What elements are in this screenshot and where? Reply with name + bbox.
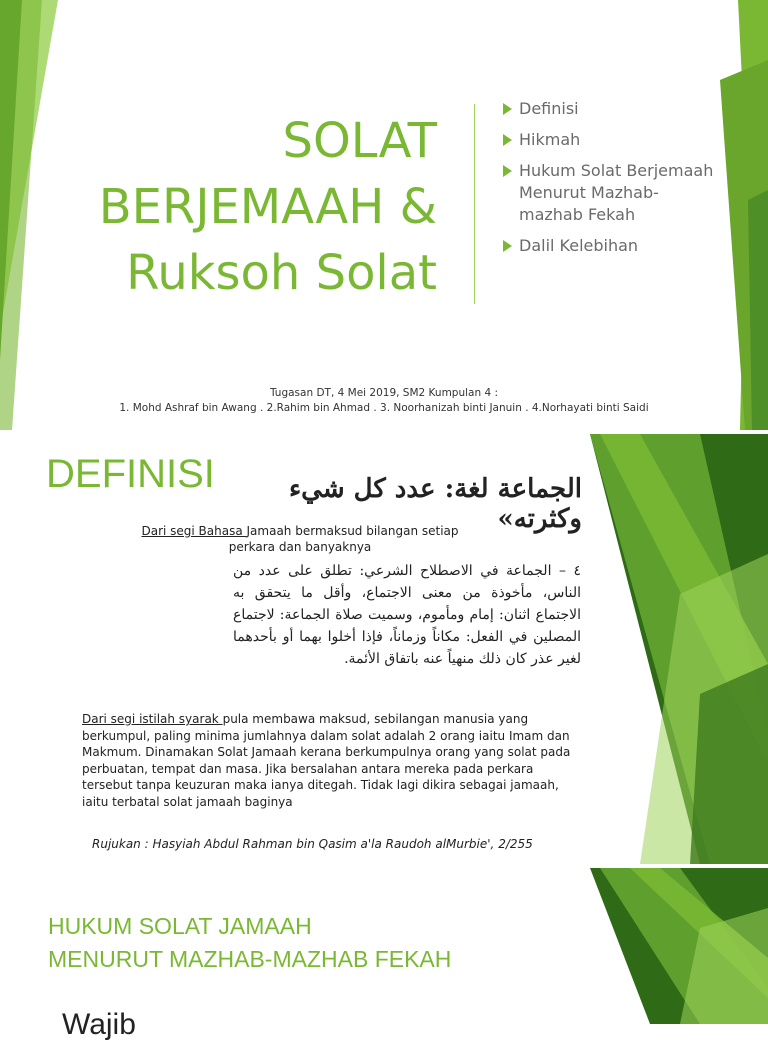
istilah-text: pula membawa maksud, sebilangan manusia yang berkumpul, paling minima jumlahnya dalam solat adalah 2 orang iaitu Imam dan Makmum. Dinamakan Solat Jamaah kerana berkumpulnya orang yang solat pada perbuatan, tempat dan masa. Jika bersalahan antara mereka pada perkara tersebut tanpa keuzuran maka ianya ditegah. Tidak lagi dikira sebagai jamaah, iaitu terbatal solat jamaah baginya <box>82 712 571 809</box>
triangle-bullet-icon <box>503 103 512 115</box>
partial-heading: Wajib <box>62 1008 136 1041</box>
arabic-paragraph: ٤ – الجماعة في الاصطلاح الشرعي: تطلق على عدد من الناس، مأخوذة من معنى الاجتماع، وأقل ما يتحقق به الاجتماع اثنان: إمام ومأموم، وسميت صلاة الجماعة: لاجتماع المصلين في الفعل: مكاناً وزماناً، فإذا أخلوا بهما أو بأحدهما لغير عذر كان ذلك منهياً عنه باتفاق الأئمة. <box>233 563 581 667</box>
bahasa-label: Dari segi Bahasa <box>141 524 247 538</box>
hukum-slide <box>0 868 768 1041</box>
slide-title <box>48 910 451 976</box>
outline-list <box>503 98 718 266</box>
outline-item: Hikmah <box>503 129 718 151</box>
title-line: Ruksoh Solat <box>126 245 437 301</box>
bahasa-text: Jamaah bermaksud bilangan setiap perkara dan banyaknya <box>228 524 459 554</box>
arabic-heading: الجماعة لغة: عدد كل شيء وكثرته» <box>288 474 582 534</box>
bahasa-definition <box>140 523 460 555</box>
title-line: MENURUT MAZHAB-MAZHAB FEKAH <box>48 946 452 972</box>
divider-line <box>474 104 475 304</box>
reference-text: Rujukan : Hasyiah Abdul Rahman bin Qasim a'la Raudoh alMurbie', 2/255 <box>92 837 533 851</box>
istilah-label: Dari segi istilah syarak <box>82 712 223 726</box>
title-line: BERJEMAAH & <box>98 179 437 235</box>
slide-title: DEFINISI <box>46 452 215 496</box>
triangle-bullet-icon <box>503 240 512 252</box>
outline-item: Hukum Solat Berjemaah Menurut Mazhab-mazhab Fekah <box>503 160 718 226</box>
title-line: SOLAT <box>282 113 437 169</box>
credits <box>0 386 768 416</box>
title-line: HUKUM SOLAT JAMAAH <box>48 913 312 939</box>
istilah-definition <box>82 711 582 810</box>
definition-slide <box>0 434 768 864</box>
triangle-bullet-icon <box>503 134 512 146</box>
credit-line: Tugasan DT, 4 Mei 2019, SM2 Kumpulan 4 : <box>269 387 499 399</box>
credit-line: 1. Mohd Ashraf bin Awang . 2.Rahim bin Ahmad . 3. Noorhanizah binti Januin . 4.Norhayati binti Saidi <box>119 402 649 414</box>
outline-item: Definisi <box>503 98 718 120</box>
title-slide <box>0 0 768 430</box>
triangle-bullet-icon <box>503 165 512 177</box>
presentation-title <box>37 108 437 306</box>
outline-item: Dalil Kelebihan <box>503 235 718 257</box>
